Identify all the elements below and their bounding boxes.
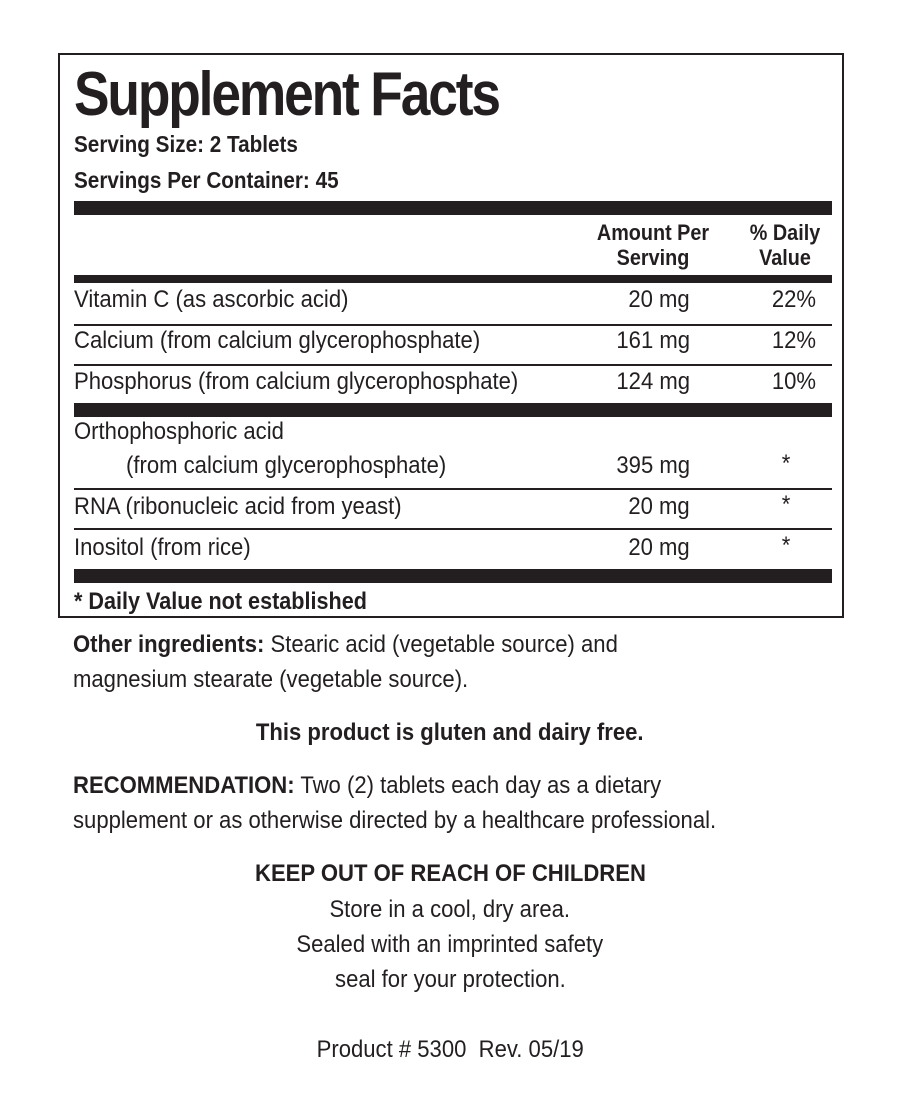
seal-notice-line2: seal for your protection. (334, 966, 566, 993)
nutrient-name: Vitamin C (as ascorbic acid) (74, 286, 349, 313)
panel-title: Supplement Facts (74, 60, 499, 129)
other-ingredients-text: Stearic acid (vegetable source) and (264, 631, 618, 658)
ingredient-daily-value: * (781, 450, 790, 477)
nutrient-name: Calcium (from calcium glycerophosphate) (74, 327, 481, 354)
gluten-dairy-statement: This product is gluten and dairy free. (256, 719, 644, 746)
nutrient-amount: 20 mg (628, 286, 690, 313)
recommendation-line2: supplement or as otherwise directed by a healthcare professional. (73, 807, 717, 834)
row-divider (74, 528, 832, 530)
nutrient-name: Phosphorus (from calcium glycerophosphate) (74, 368, 519, 395)
ingredient-name: Inositol (from rice) (74, 534, 251, 561)
ingredient-source: (from calcium glycerophosphate) (126, 452, 447, 479)
ingredient-amount: 20 mg (628, 493, 690, 520)
row-divider (74, 364, 832, 366)
ingredient-name: RNA (ribonucleic acid from yeast) (74, 493, 402, 520)
warning-heading: KEEP OUT OF REACH OF CHILDREN (254, 860, 646, 887)
ingredient-daily-value: * (781, 491, 790, 518)
nutrient-daily-value: 22% (771, 286, 816, 313)
storage-instruction: Store in a cool, dry area. (329, 896, 571, 923)
ingredient-name: Orthophosphoric acid (74, 418, 284, 445)
other-ingredients (73, 627, 618, 662)
row-divider (74, 488, 832, 490)
product-info: Product # 5300 Rev. 05/19 (316, 1036, 584, 1063)
recommendation-label: RECOMMENDATION: (73, 772, 295, 799)
other-ingredients-line2: magnesium stearate (vegetable source). (73, 666, 469, 693)
ingredient-amount: 395 mg (616, 452, 690, 479)
nutrient-amount: 124 mg (616, 368, 690, 395)
daily-value-header: % Daily Value (749, 220, 821, 270)
nutrient-daily-value: 12% (771, 327, 816, 354)
nutrient-daily-value: 10% (771, 368, 816, 395)
recommendation (73, 768, 661, 803)
supplement-facts-panel (58, 53, 844, 618)
bottom-divider (74, 569, 832, 583)
header-divider (74, 275, 832, 283)
nutrient-amount: 161 mg (616, 327, 690, 354)
serving-size: Serving Size: 2 Tablets (74, 131, 298, 157)
other-ingredients-label: Other ingredients: (73, 631, 265, 658)
servings-per-container: Servings Per Container: 45 (74, 167, 339, 193)
amount-per-serving-header: Amount Per Serving (596, 220, 710, 270)
ingredient-daily-value: * (781, 532, 790, 559)
ingredient-amount: 20 mg (628, 534, 690, 561)
daily-value-footnote: * Daily Value not established (74, 588, 367, 615)
thick-divider (74, 201, 832, 215)
group-divider (74, 403, 832, 417)
recommendation-text: Two (2) tablets each day as a dietary (294, 772, 662, 799)
seal-notice-line1: Sealed with an imprinted safety (296, 931, 604, 958)
